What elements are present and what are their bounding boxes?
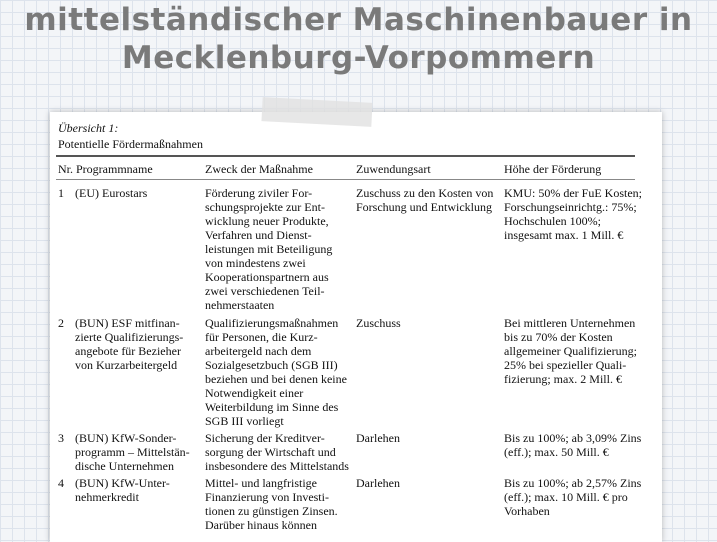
row-nr: 3 <box>58 431 64 445</box>
row-art: Zuschuss zu den Kosten von Forschung und Entwicklung <box>356 186 494 214</box>
slide-title-line-2: Mecklenburg-Vorpommern <box>121 40 596 76</box>
row-zweck: Qualifizierungsmaßnahmen für Personen, die Kurz- arbeitergeld nach dem Sozialgesetzbuch (SGB III) beziehen und bei denen keine Notwendigkeit einer Weiterbildung im Sinne des SGB III vorliegt <box>205 316 347 428</box>
header-zweck: Zweck der Maßnahme <box>205 162 313 176</box>
header-nr: Nr. <box>58 162 73 176</box>
header-hoehe: Höhe der Förderung <box>504 162 602 176</box>
header-rule <box>56 179 635 180</box>
row-name: (EU) Eurostars <box>75 186 148 200</box>
row-art: Zuschuss <box>356 316 401 330</box>
row-nr: 2 <box>58 316 64 330</box>
document-caption: Übersicht 1: <box>58 121 119 135</box>
header-zuwendungsart: Zuwendungsart <box>356 162 431 176</box>
document-subtitle: Potentielle Fördermaßnahmen <box>58 137 203 151</box>
row-name: (BUN) KfW-Unter- nehmerkredit <box>75 476 170 504</box>
row-nr: 1 <box>58 186 64 200</box>
row-art: Darlehen <box>356 431 400 445</box>
row-zweck: Sicherung der Kreditver- sorgung der Wirtschaft und insbesondere des Mittelstands <box>205 431 349 473</box>
row-zweck: Förderung ziviler For- schungsprojekte zur Ent- wicklung neuer Produkte, Verfahren und Dienst- leistungen mit Beteiligung von mindestens zwei Kooperationspartnern aus zwei verschiedenen Teil- nehmerstaaten <box>205 186 333 312</box>
top-rule <box>56 155 635 157</box>
row-hoehe: Bis zu 100%; ab 2,57% Zins (eff.); max. 10 Mill. € pro Vorhaben <box>504 476 642 518</box>
row-name: (BUN) KfW-Sonder- programm – Mittelstän- dische Unternehmen <box>75 431 190 473</box>
slide-title-line-1: mittelständischer Maschinenbauer in <box>24 2 693 38</box>
row-hoehe: Bis zu 100%; ab 3,09% Zins (eff.); max. 50 Mill. € <box>504 431 642 459</box>
row-zweck: Mittel- und langfristige Finanzierung von Investi- tionen zu günstigen Zinsen. Darüber hinaus können <box>205 476 338 532</box>
header-programmname: Programmname <box>76 162 153 176</box>
row-art: Darlehen <box>356 476 400 490</box>
row-hoehe: KMU: 50% der FuE Kosten; Forschungseinrichtg.: 75%; Hochschulen 100%; insgesamt max. 1 Mill. € <box>504 186 642 242</box>
row-hoehe: Bei mittleren Unternehmen bis zu 70% der Kosten allgemeiner Qualifizierung; 25% bei spezieller Quali- fizierung; max. 2 Mill. € <box>504 316 637 386</box>
row-nr: 4 <box>58 476 64 490</box>
row-name: (BUN) ESF mitfinan- zierte Qualifizierungs- angebote für Bezieher von Kurzarbeitergeld <box>75 316 184 372</box>
